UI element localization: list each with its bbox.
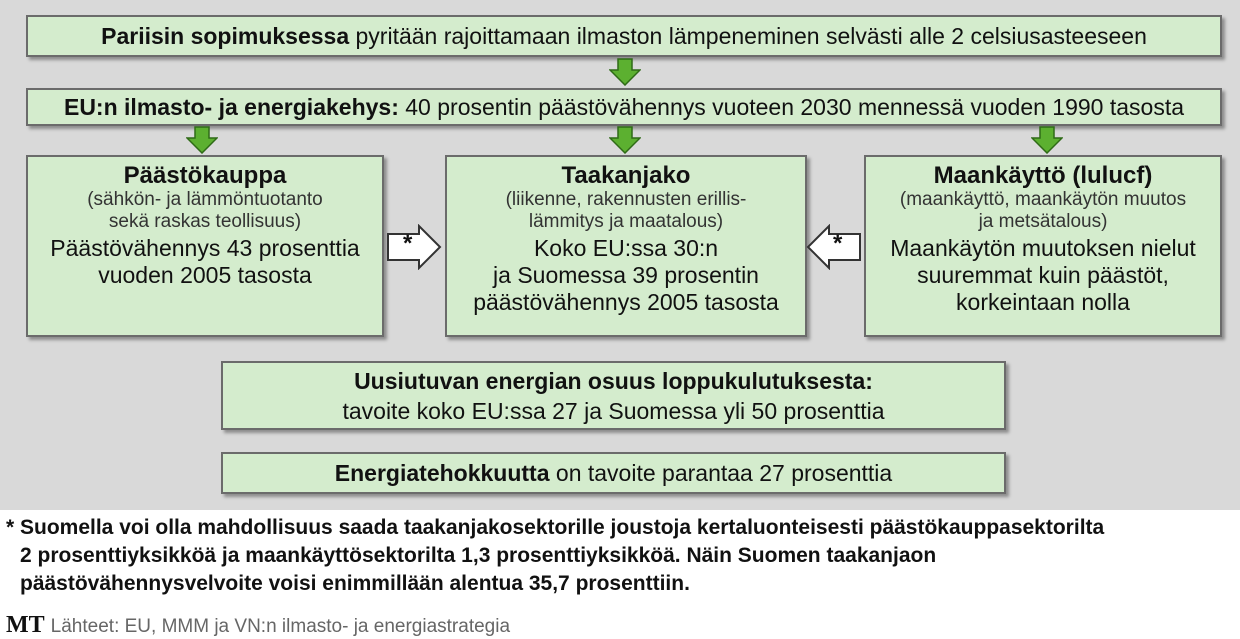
effort-sharing-title: Taakanjako bbox=[561, 162, 691, 189]
footnote-line: päästövähennysvelvoite voisi enimmillään alentua 35,7 prosenttiin. bbox=[20, 572, 690, 595]
land-use-title: Maankäyttö (lulucf) bbox=[933, 162, 1153, 189]
subtitle-line: lämmitys ja maatalous) bbox=[528, 211, 724, 232]
footnote-text bbox=[4, 514, 1236, 598]
target-line: Koko EU:ssa 30:n bbox=[533, 235, 719, 261]
subtitle-line: (liikenne, rakennusten erillis- bbox=[505, 189, 747, 210]
target-line: ja Suomessa 39 prosentin bbox=[493, 262, 759, 288]
energy-efficiency-lead: Energiatehokkuutta bbox=[334, 460, 550, 486]
source-text: Lähteet: EU, MMM ja VN:n ilmasto- ja energiastrategia bbox=[50, 616, 511, 637]
paris-agreement-box bbox=[26, 15, 1222, 57]
land-use-box bbox=[864, 155, 1222, 337]
eu-framework-text: 40 prosentin päästövähennys vuoteen 2030 mennessä vuoden 1990 tasosta bbox=[398, 94, 1185, 120]
paris-agreement-text: pyritään rajoittamaan ilmaston lämpeneminen selvästi alle 2 celsiusasteeseen bbox=[349, 23, 1147, 49]
land-use-target bbox=[866, 235, 1220, 316]
footnote-line: 2 prosenttiyksikköä ja maankäyttösektorilta 1,3 prosenttiyksikköä. Näin Suomen taakanjaon bbox=[20, 544, 937, 567]
right-arrow-icon bbox=[385, 224, 443, 270]
renewable-energy-box bbox=[221, 361, 1006, 430]
target-line: suuremmat kuin päästöt, bbox=[917, 262, 1169, 288]
footnote-line: Suomella voi olla mahdollisuus saada taakanjakosektorille joustoja kertaluonteisesti päästökauppasektorilta bbox=[20, 516, 1105, 539]
effort-sharing-target bbox=[447, 235, 805, 316]
subtitle-line: (sähkön- ja lämmöntuotanto bbox=[87, 189, 323, 210]
flexibility-arrow-left bbox=[805, 224, 863, 270]
target-line: Maankäytön muutoksen nielut bbox=[890, 235, 1196, 261]
paris-agreement-lead: Pariisin sopimuksessa bbox=[101, 23, 350, 49]
eu-framework-box bbox=[26, 88, 1222, 126]
land-use-subtitle bbox=[866, 189, 1220, 233]
renewable-energy-title bbox=[223, 366, 1004, 396]
down-arrow-icon bbox=[609, 126, 641, 154]
subtitle-line: sekä raskas teollisuus) bbox=[108, 211, 302, 232]
flexibility-marker: * bbox=[403, 230, 413, 257]
emissions-trading-target bbox=[28, 235, 382, 289]
subtitle-line: (maankäyttö, maankäytön muutos bbox=[899, 189, 1187, 210]
source-line bbox=[6, 612, 510, 638]
flexibility-arrow-right bbox=[385, 224, 443, 270]
down-arrow-icon bbox=[1031, 126, 1063, 154]
eu-framework-lead: EU:n ilmasto- ja energiakehys: bbox=[63, 94, 399, 120]
mt-logo: MT bbox=[6, 612, 45, 638]
energy-efficiency-box bbox=[221, 452, 1006, 494]
effort-sharing-box bbox=[445, 155, 807, 337]
down-arrow-icon bbox=[609, 58, 641, 86]
flexibility-marker: * bbox=[833, 230, 843, 257]
emissions-trading-subtitle bbox=[28, 189, 382, 233]
down-arrow-icon bbox=[186, 126, 218, 154]
energy-efficiency-text: on tavoite parantaa 27 prosenttia bbox=[549, 460, 893, 486]
emissions-trading-title: Päästökauppa bbox=[123, 162, 287, 189]
target-line: korkeintaan nolla bbox=[956, 289, 1130, 315]
emissions-trading-box bbox=[26, 155, 384, 337]
target-line: päästövähennys 2005 tasosta bbox=[473, 289, 779, 315]
footnote bbox=[4, 514, 1236, 598]
renewable-energy-text: tavoite koko EU:ssa 27 ja Suomessa yli 50 prosenttia bbox=[342, 398, 885, 424]
subtitle-line: ja metsätalous) bbox=[978, 211, 1108, 232]
footnote-marker: * bbox=[6, 516, 15, 539]
renewable-energy-title-text: Uusiutuvan energian osuus loppukulutuksesta: bbox=[354, 368, 873, 394]
target-line: vuoden 2005 tasosta bbox=[98, 262, 312, 288]
target-line: Päästövähennys 43 prosenttia bbox=[50, 235, 360, 261]
effort-sharing-subtitle bbox=[447, 189, 805, 233]
